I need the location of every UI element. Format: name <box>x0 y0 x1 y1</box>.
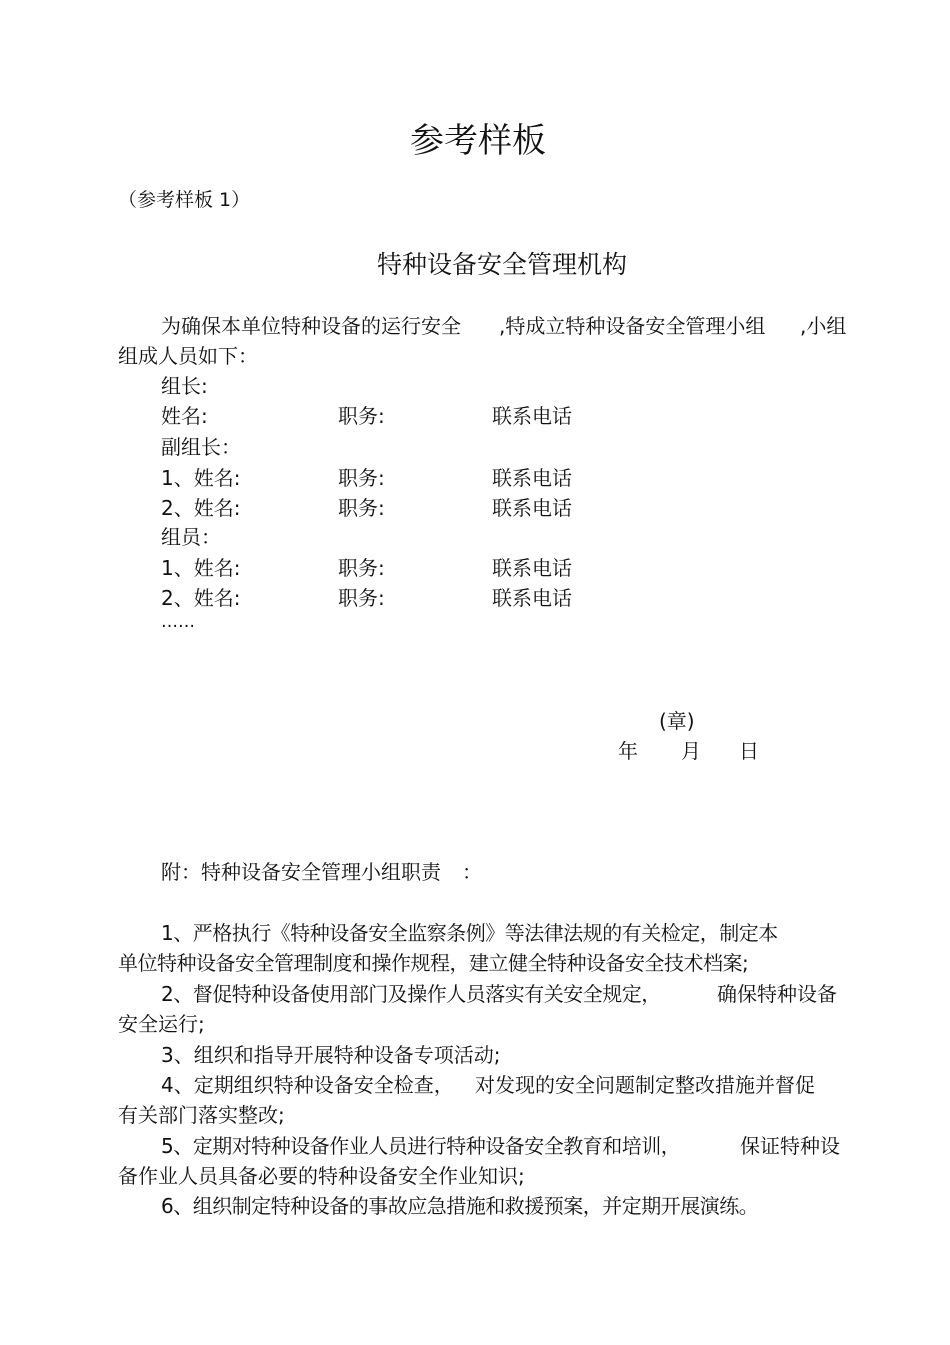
deputy-2-position-label: 职务: <box>338 496 385 520</box>
member-2-position-label: 职务: <box>338 586 385 610</box>
duty-2-line2: 安全运行; <box>118 1012 205 1036</box>
members-heading: 组员： <box>161 525 221 549</box>
date-day-label: 日 <box>739 739 759 763</box>
duty-4-line1-part1: 4、定期组织特种设备安全检查， <box>161 1073 454 1097</box>
deputy-1-name-label: 1、姓名: <box>161 466 241 490</box>
deputy-1-position-label: 职务: <box>338 466 385 490</box>
member-1-phone-label: 联系电话 <box>492 556 572 580</box>
date-month-label: 月 <box>681 739 701 763</box>
leader-position-label: 职务: <box>338 404 385 428</box>
template-label: （参考样板 1） <box>118 189 251 211</box>
duty-2-line1-part2: 确保特种设备 <box>717 982 837 1006</box>
intro-text-part3: ,小组 <box>800 314 847 338</box>
document-title: 参考样板 <box>410 121 546 161</box>
list-ellipsis: …… <box>161 612 195 632</box>
duty-1-line2: 单位特种设备安全管理制度和操作规程，建立健全特种设备安全技术档案; <box>118 951 749 975</box>
deputy-2-name-label: 2、姓名: <box>161 496 241 520</box>
member-2-name-label: 2、姓名: <box>161 586 241 610</box>
member-1-position-label: 职务: <box>338 556 385 580</box>
deputy-1-phone-label: 联系电话 <box>492 466 572 490</box>
duty-6-line1: 6、组织制定特种设备的事故应急措施和救援预案，并定期开展演练。 <box>161 1194 759 1218</box>
leader-name-label: 姓名: <box>161 404 208 428</box>
appendix-heading-colon: ： <box>462 860 482 884</box>
deputy-heading: 副组长： <box>161 435 241 459</box>
duty-5-line2: 备作业人员具备必要的特种设备安全作业知识; <box>118 1164 525 1188</box>
duty-5-line1-part2: 保证特种设 <box>740 1134 840 1158</box>
member-1-name-label: 1、姓名: <box>161 556 241 580</box>
duty-2-line1-part1: 2、督促特种设备使用部门及操作人员落实有关安全规定， <box>161 982 661 1006</box>
intro-text-part1: 为确保本单位特种设备的运行安全 <box>161 314 461 338</box>
leader-phone-label: 联系电话 <box>492 404 572 428</box>
duty-1-line1: 1、严格执行《特种设备安全监察条例》等法律法规的有关检定，制定本 <box>161 921 778 945</box>
duty-3-line1: 3、组织和指导开展特种设备专项活动; <box>161 1043 501 1067</box>
member-2-phone-label: 联系电话 <box>492 586 572 610</box>
date-year-label: 年 <box>618 739 638 763</box>
deputy-2-phone-label: 联系电话 <box>492 496 572 520</box>
seal-placeholder: (章) <box>659 709 695 733</box>
leader-heading: 组长: <box>161 374 208 398</box>
section-title: 特种设备安全管理机构 <box>376 250 627 279</box>
appendix-heading: 附：特种设备安全管理小组职责 <box>161 860 441 884</box>
duty-4-line2: 有关部门落实整改; <box>118 1103 285 1127</box>
intro-text-part2: ,特成立特种设备安全管理小组 <box>499 314 766 338</box>
intro-text-line2: 组成人员如下： <box>118 344 258 368</box>
duty-4-line1-part2: 对发现的安全问题制定整改措施并督促 <box>475 1073 815 1097</box>
duty-5-line1-part1: 5、定期对特种设备作业人员进行特种设备安全教育和培训， <box>161 1134 681 1158</box>
